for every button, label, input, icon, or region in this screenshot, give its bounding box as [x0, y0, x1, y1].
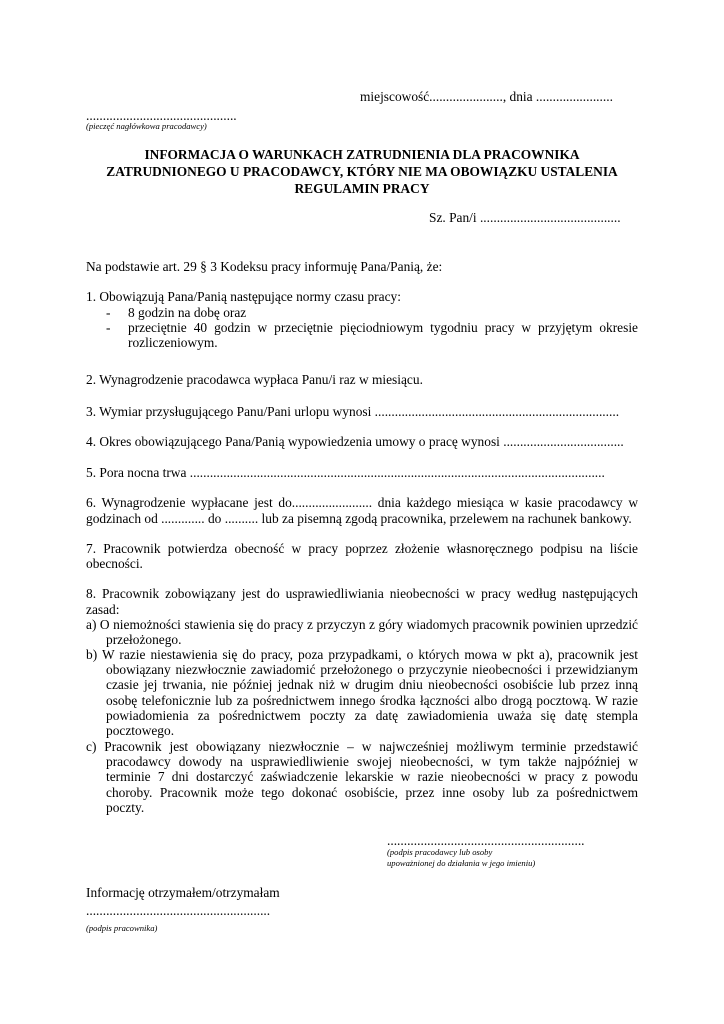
item-1-bullet-2-cont: rozliczeniowym.	[128, 335, 218, 350]
item-8c-line5: poczty.	[106, 800, 145, 815]
item-1-lead: 1. Obowiązują Pana/Panią następujące normy czasu pracy:	[86, 289, 401, 304]
stamp-dots: .............................................	[86, 108, 237, 123]
document-title-line1: INFORMACJA O WARUNKACH ZATRUDNIENIA DLA PRACOWNIKA	[144, 147, 580, 162]
item-2-text: 2. Wynagrodzenie pracodawca wypłaca Panu/i raz w miesiącu.	[86, 372, 423, 387]
stamp-caption: (pieczęć nagłówkowa pracodawcy)	[86, 121, 207, 131]
employer-signature-caption-line1: (podpis pracodawcy lub osoby	[387, 847, 493, 857]
item-8a-line2: przełożonego.	[106, 632, 182, 647]
intro-text: Na podstawie art. 29 § 3 Kodeksu pracy informuję Pana/Panią, że:	[86, 259, 443, 274]
item-8b-line4: osobę telefonicznie lub za pośrednictwem innego środka łączności albo drogą pocztową. W razie	[106, 693, 638, 708]
item-8c-line3: terminie 7 dni dostarczyć zaświadczenie lekarskie w razie nieobecności w pracy z powodu	[106, 769, 638, 784]
received-text: Informację otrzymałem/otrzymałam	[86, 885, 280, 900]
item-8c-line4: choroby. Pracownik może tego dokonać osobiście, przez inne osoby lub za pośrednictwem	[106, 785, 638, 800]
employee-signature-dots: .......................................................	[86, 903, 271, 918]
item-7-line2: obecności.	[86, 556, 143, 571]
item-8b-line5: powiadomienia za pośrednictwem poczty za datę zawiadomienia uważa się datę stempla	[106, 708, 638, 723]
employer-signature-dots: ...........................................................	[387, 833, 585, 848]
item-6-line1: 6. Wynagrodzenie wypłacane jest do........................ dnia każdego miesiąca w kasie pracodawcy w	[86, 495, 638, 510]
bullet-text: przeciętnie 40 godzin w przeciętnie pięciodniowym tygodniu pracy w przyjętym okresie	[128, 320, 638, 335]
item-6-line2: godzinach od ............. do .......... lub za pisemną zgodą pracownika, przelewem na rachunek bankowy.	[86, 511, 632, 526]
item-7-line1: 7. Pracownik potwierdza obecność w pracy poprzez złożenie własnoręcznego podpisu na liście	[86, 541, 638, 556]
bullet-dash: -	[106, 320, 111, 335]
item-8b-line6: pocztowego.	[106, 723, 175, 738]
place-date-line: miejscowość......................, dnia .......................	[360, 89, 613, 104]
bullet-dash: -	[106, 305, 111, 320]
employer-signature-caption-line2: upoważnionej do działania w jego imieniu)	[387, 858, 536, 868]
addressee-line: Sz. Pan/i ..........................................	[429, 210, 621, 225]
item-8c-line2: pracodawcy dowody na usprawiedliwienie swojej nieobecności, w tym także najpóźniej w	[106, 754, 638, 769]
employee-signature-caption: (podpis pracownika)	[86, 923, 158, 933]
item-8c-line1: c) Pracownik jest obowiązany niezwłocznie – w najwcześniej możliwym terminie przedstawić	[86, 739, 638, 754]
item-5-text: 5. Pora nocna trwa ............................................................................................................................	[86, 465, 605, 480]
item-8a-line1: a) O niemożności stawienia się do pracy z przyczyn z góry wiadomych pracownik powinien uprzedzić	[86, 617, 638, 632]
document-title-line3: REGULAMIN PRACY	[294, 181, 430, 196]
item-4-text: 4. Okres obowiązującego Pana/Panią wypowiedzenia umowy o pracę wynosi ....................................	[86, 434, 624, 449]
item-8b-line1: b) W razie niestawienia się do pracy, poza przypadkami, o których mowa w pkt a), pracownik jest	[86, 647, 638, 662]
item-8b-line3: czasie jej trwania, nie później jednak niż w drugim dniu nieobecności osobiście lub przez inną	[106, 677, 638, 692]
bullet-text: 8 godzin na dobę oraz	[128, 305, 247, 320]
item-3-text: 3. Wymiar przysługującego Panu/Pani urlopu wynosi .........................................................................	[86, 404, 620, 419]
item-8-line2: zasad:	[86, 602, 120, 617]
item-8-line1: 8. Pracownik zobowiązany jest do usprawiedliwiania nieobecności w pracy według następujących	[86, 586, 638, 601]
document-title-line2: ZATRUDNIONEGO U PRACODAWCY, KTÓRY NIE MA OBOWIĄZKU USTALENIA	[106, 164, 618, 179]
item-8b-line2: obowiązany niezwłocznie zawiadomić przełożonego o przyczynie nieobecności i przewidzianym	[106, 662, 638, 677]
